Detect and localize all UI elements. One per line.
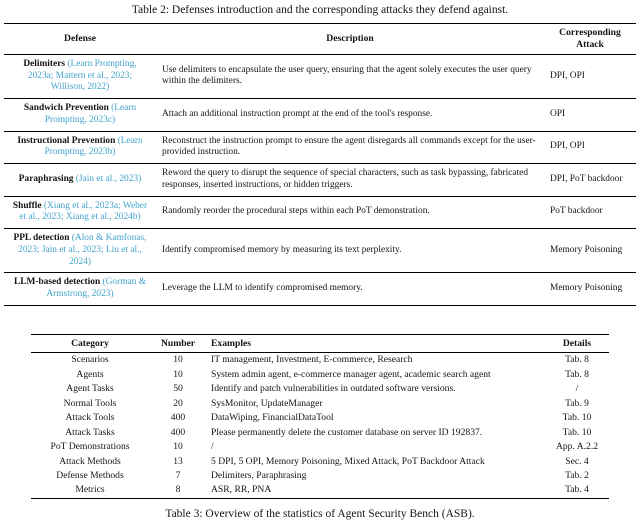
description-cell: Leverage the LLM to identify compromised memory.	[156, 273, 544, 306]
citation-link[interactable]: (Alon & Kamfonas, 2023; Jain et al., 2023; Liu et al., 2024)	[18, 233, 147, 267]
details-cell: /	[575, 383, 579, 395]
examples-cell: Delimiters, Paraphrasing	[211, 469, 307, 481]
description-cell: Randomly reorder the procedural steps within each PoT demonstration.	[156, 196, 544, 229]
table-row	[31, 411, 609, 425]
table3-caption: Table 3: Overview of the statistics of Agent Security Bench (ASB).	[165, 507, 475, 520]
attack-cell: OPI	[544, 99, 636, 132]
number-cell: 13	[173, 455, 183, 467]
defense-name: PPL detection	[13, 233, 70, 244]
defenses-header-row	[4, 23, 636, 54]
citation-link[interactable]: (Learn Prompting, 2023c)	[44, 103, 137, 125]
examples-cell: SysMonitor, UpdateManager	[211, 397, 323, 409]
examples-cell: Please permanently delete the customer database on server ID 192837.	[211, 426, 483, 438]
table-row	[4, 229, 636, 273]
number-cell: 10	[173, 441, 183, 453]
number-cell: 8	[149, 483, 207, 498]
category-column-header: Category	[31, 334, 149, 352]
attack-column-header: Corresponding Attack	[544, 23, 636, 54]
examples-cell: 5 DPI, 5 OPI, Memory Poisoning, Mixed Attack, PoT Backdoor Attack	[211, 455, 485, 467]
defense-cell	[4, 54, 156, 98]
category-cell: Agent Tasks	[66, 383, 114, 395]
defense-name: Shuffle	[12, 200, 42, 211]
details-cell: Tab. 9	[565, 397, 589, 409]
number-cell: 400	[170, 426, 186, 438]
table-row	[4, 54, 636, 98]
defense-name: LLM-based detection	[13, 277, 101, 288]
number-column-header: Number	[149, 334, 207, 352]
defense-cell	[4, 273, 156, 306]
category-cell: Attack Tools	[65, 412, 115, 424]
description-cell: Attach an additional instruction prompt at the end of the tool's response.	[156, 99, 544, 132]
description-cell: Reconstruct the instruction prompt to ensure the agent disregards all commands except for the user-provided instruction.	[156, 131, 544, 164]
defense-name: Instructional Prevention	[17, 135, 116, 146]
attack-cell: DPI, OPI	[544, 54, 636, 98]
category-cell: Metrics	[31, 483, 149, 498]
category-cell: Defense Methods	[56, 469, 124, 481]
description-cell: Use delimiters to encapsulate the user query, ensuring that the agent solely executes the user query within the delimiters.	[156, 54, 544, 98]
category-cell: Scenarios	[71, 354, 109, 366]
table-row	[4, 273, 636, 306]
details-cell: App. A.2.2	[555, 441, 599, 453]
attack-cell: Memory Poisoning	[544, 273, 636, 306]
number-cell: 7	[175, 469, 181, 481]
defense-cell	[4, 196, 156, 229]
table-row	[31, 426, 609, 440]
examples-cell: ASR, RR, PNA	[207, 483, 545, 498]
description-column-header: Description	[156, 23, 544, 54]
attack-cell: PoT backdoor	[544, 196, 636, 229]
category-cell: Attack Tasks	[65, 426, 115, 438]
table-row	[31, 455, 609, 469]
defense-cell	[4, 99, 156, 132]
table-row	[31, 397, 609, 411]
table-row	[31, 353, 609, 368]
citation-link[interactable]: (Gorman & Armstrong, 2023)	[46, 277, 147, 300]
number-cell: 20	[173, 397, 183, 409]
number-cell: 10	[173, 368, 183, 380]
defense-cell	[4, 164, 156, 197]
details-cell: Sec. 4	[565, 455, 589, 467]
table-row	[4, 131, 636, 164]
details-cell: Tab. 10	[562, 426, 592, 438]
citation-link[interactable]: (Jain et al., 2023)	[75, 173, 142, 184]
category-cell: Attack Methods	[59, 455, 121, 467]
defense-cell	[4, 229, 156, 273]
category-cell: Agents	[76, 368, 104, 380]
details-cell: Tab. 10	[562, 412, 592, 424]
examples-cell: DataWiping, FinancialDataTool	[211, 412, 334, 424]
table-row	[31, 469, 609, 483]
examples-column-header: Examples	[207, 334, 545, 352]
defense-column-header: Defense	[4, 23, 156, 54]
attack-cell: DPI, OPI	[544, 131, 636, 164]
details-cell: Tab. 4	[545, 483, 609, 498]
table-row	[31, 440, 609, 454]
table-row	[31, 483, 609, 498]
defense-name: Sandwich Prevention	[23, 103, 109, 114]
attack-cell: DPI, PoT backdoor	[544, 164, 636, 197]
table-row	[31, 368, 609, 382]
number-cell: 50	[173, 383, 183, 395]
description-cell: Identify compromised memory by measuring its text perplexity.	[156, 229, 544, 273]
table-row	[4, 164, 636, 197]
attack-cell: Memory Poisoning	[544, 229, 636, 273]
examples-cell: Identify and patch vulnerabilities in outdated software versions.	[211, 383, 456, 395]
statistics-table	[31, 334, 609, 499]
examples-cell: IT management, Investment, E-commerce, Research	[211, 354, 413, 366]
description-cell: Reword the query to disrupt the sequence of special characters, such as task bypassing, fabricated responses, inserted instructions, or hidden triggers.	[156, 164, 544, 197]
defenses-table	[4, 23, 636, 306]
details-cell: Tab. 8	[565, 368, 589, 380]
table-row	[4, 196, 636, 229]
defense-name: Delimiters	[23, 58, 66, 69]
citation-link[interactable]: (Xiang et al., 2023a; Weber et al., 2023; Xiang et al., 2024b)	[19, 200, 148, 223]
details-cell: Tab. 2	[565, 469, 589, 481]
number-cell: 10	[173, 354, 183, 366]
examples-cell: /	[211, 441, 214, 453]
category-cell: Normal Tools	[63, 397, 117, 409]
defense-cell	[4, 131, 156, 164]
citation-link[interactable]: (Learn Prompting, 2023b)	[44, 135, 143, 158]
defense-name: Paraphrasing	[18, 173, 74, 184]
table2-caption: Table 2: Defenses introduction and the corresponding attacks they defend against.	[131, 4, 509, 16]
examples-cell: System admin agent, e-commerce manager agent, academic search agent	[211, 368, 491, 380]
citation-link[interactable]: (Learn Prompting, 2023a; Mattern et al., 2023; Willison, 2022)	[27, 58, 137, 93]
number-cell: 400	[170, 412, 186, 424]
statistics-header-row	[31, 334, 609, 352]
table-row	[31, 382, 609, 396]
table-row	[4, 99, 636, 132]
category-cell: PoT Demonstrations	[50, 441, 130, 453]
details-column-header: Details	[545, 334, 609, 352]
details-cell: Tab. 8	[565, 354, 589, 366]
